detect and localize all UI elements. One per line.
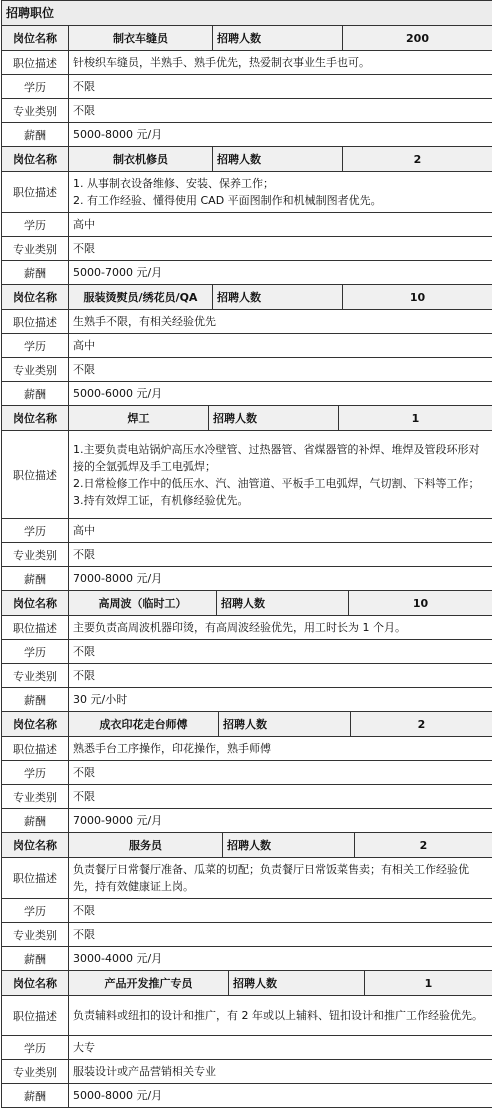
job-description-value: 主要负责高周波机器印烫，有高周波经验优先，用工时长为 1 个月。 (68, 616, 492, 639)
job-block (2, 26, 492, 147)
major-category-value: 不限 (68, 664, 492, 687)
headcount-label: 招聘人数 (218, 712, 350, 736)
education-row (2, 639, 492, 663)
job-block (2, 147, 492, 285)
job-description-row (2, 309, 492, 333)
job-block (2, 971, 492, 1108)
major-category-value: 服装设计或产品营销相关专业 (68, 1060, 492, 1083)
job-header-row (2, 26, 492, 50)
major-category-value: 不限 (68, 358, 492, 381)
education-value: 高中 (68, 334, 492, 357)
position-name-value: 服装烫熨员/绣花员/QA (68, 285, 212, 309)
salary-value: 5000-8000 元/月 (68, 123, 492, 146)
salary-label: 薪酬 (24, 128, 46, 142)
headcount-label: 招聘人数 (212, 147, 342, 171)
job-description-label: 职位描述 (13, 468, 57, 482)
headcount-value: 1 (338, 406, 492, 430)
education-value: 高中 (68, 519, 492, 542)
salary-value: 3000-4000 元/月 (68, 947, 492, 970)
job-description-value: 负责辅料或纽扣的设计和推广，有 2 年或以上辅料、钮扣设计和推广工作经验优先。 (68, 996, 492, 1035)
position-name-value: 焊工 (68, 406, 208, 430)
job-description-label: 职位描述 (13, 621, 57, 635)
headcount-value: 2 (342, 147, 492, 171)
major-category-value: 不限 (68, 785, 492, 808)
job-block (2, 285, 492, 406)
job-block (2, 833, 492, 971)
major-category-row (2, 542, 492, 566)
job-description-value: 1.主要负责电站锅炉高压水冷壁管、过热器管、省煤器管的补焊、堆焊及管段环形对接的全氩弧焊及手工电弧焊； 2.日常检修工作中的低压水、汽、油管道、平板手工电弧焊，气切割、下料等工作； 3.持有效焊工证，有机修经验优先。 (68, 431, 492, 518)
major-category-label: 专业类别 (13, 242, 57, 256)
salary-value: 30 元/小时 (68, 688, 492, 711)
job-block (2, 712, 492, 833)
salary-value: 5000-7000 元/月 (68, 261, 492, 284)
headcount-value: 2 (350, 712, 492, 736)
education-row (2, 333, 492, 357)
education-row (2, 212, 492, 236)
headcount-value: 10 (348, 591, 492, 615)
position-name-label: 岗位名称 (13, 839, 57, 852)
education-row (2, 74, 492, 98)
education-label: 学历 (24, 524, 46, 538)
major-category-row (2, 784, 492, 808)
position-name-label: 岗位名称 (13, 291, 57, 304)
education-label: 学历 (24, 1041, 46, 1055)
headcount-value: 200 (342, 26, 492, 50)
job-description-value: 熟悉手台工序操作，印花操作，熟手师傅 (68, 737, 492, 760)
education-row (2, 518, 492, 542)
salary-label: 薪酬 (24, 266, 46, 280)
education-row (2, 898, 492, 922)
salary-label: 薪酬 (24, 814, 46, 828)
job-description-label: 职位描述 (13, 186, 57, 199)
position-name-label: 岗位名称 (13, 412, 57, 425)
education-value: 高中 (68, 213, 492, 236)
position-name-label: 岗位名称 (13, 718, 57, 731)
headcount-value: 2 (354, 833, 492, 857)
table-title: 招聘职位 (2, 0, 492, 26)
job-list (2, 26, 492, 1108)
major-category-label: 专业类别 (13, 548, 57, 562)
job-header-row (2, 712, 492, 736)
position-name-value: 成衣印花走台师傅 (68, 712, 218, 736)
education-value: 大专 (68, 1036, 492, 1059)
recruitment-table (1, 0, 492, 1108)
position-name-value: 服务员 (68, 833, 222, 857)
salary-row (2, 566, 492, 590)
position-name-label: 岗位名称 (13, 32, 57, 45)
salary-value: 5000-6000 元/月 (68, 382, 492, 405)
salary-row (2, 122, 492, 146)
salary-row (2, 687, 492, 711)
major-category-row (2, 98, 492, 122)
job-block (2, 406, 492, 591)
job-description-row (2, 615, 492, 639)
job-header-row (2, 285, 492, 309)
major-category-label: 专业类别 (13, 669, 57, 683)
job-description-label: 职位描述 (13, 742, 57, 756)
education-label: 学历 (24, 218, 46, 232)
salary-row (2, 1083, 492, 1107)
job-header-row (2, 147, 492, 171)
headcount-label: 招聘人数 (228, 971, 364, 995)
salary-row (2, 260, 492, 284)
job-description-label: 职位描述 (13, 56, 57, 70)
job-description-value: 生熟手不限，有相关经验优先 (68, 310, 492, 333)
job-description-value: 针梭织车缝员，半熟手、熟手优先，热爱制衣事业生手也可。 (68, 51, 492, 74)
job-description-label: 职位描述 (13, 1009, 57, 1023)
headcount-label: 招聘人数 (212, 285, 342, 309)
position-name-label: 岗位名称 (13, 153, 57, 166)
major-category-label: 专业类别 (13, 790, 57, 804)
major-category-row (2, 1059, 492, 1083)
education-value: 不限 (68, 899, 492, 922)
headcount-label: 招聘人数 (216, 591, 348, 615)
salary-label: 薪酬 (24, 952, 46, 966)
education-row (2, 1035, 492, 1059)
job-block (2, 591, 492, 712)
education-value: 不限 (68, 75, 492, 98)
major-category-row (2, 357, 492, 381)
job-description-row (2, 736, 492, 760)
education-value: 不限 (68, 761, 492, 784)
headcount-value: 1 (364, 971, 492, 995)
job-description-row (2, 857, 492, 898)
major-category-row (2, 922, 492, 946)
education-label: 学历 (24, 80, 46, 94)
job-description-row (2, 50, 492, 74)
salary-row (2, 946, 492, 970)
major-category-value: 不限 (68, 99, 492, 122)
job-header-row (2, 406, 492, 430)
position-name-value: 高周波（临时工） (68, 591, 216, 615)
major-category-label: 专业类别 (13, 1065, 57, 1079)
education-label: 学历 (24, 904, 46, 918)
headcount-label: 招聘人数 (208, 406, 338, 430)
education-label: 学历 (24, 339, 46, 353)
position-name-value: 制衣车缝员 (68, 26, 212, 50)
education-value: 不限 (68, 640, 492, 663)
headcount-label: 招聘人数 (222, 833, 354, 857)
position-name-label: 岗位名称 (13, 977, 57, 990)
major-category-row (2, 663, 492, 687)
position-name-value: 制衣机修员 (68, 147, 212, 171)
education-row (2, 760, 492, 784)
salary-value: 5000-8000 元/月 (68, 1084, 492, 1107)
major-category-value: 不限 (68, 543, 492, 566)
job-description-label: 职位描述 (13, 872, 57, 885)
job-description-row (2, 430, 492, 518)
job-header-row (2, 971, 492, 995)
major-category-label: 专业类别 (13, 104, 57, 118)
major-category-row (2, 236, 492, 260)
job-description-row (2, 171, 492, 212)
major-category-value: 不限 (68, 923, 492, 946)
headcount-value: 10 (342, 285, 492, 309)
major-category-label: 专业类别 (13, 363, 57, 377)
salary-label: 薪酬 (24, 387, 46, 401)
job-description-value: 1. 从事制衣设备维修、安装、保养工作； 2. 有工作经验、懂得使用 CAD 平面图制作和机械制图者优先。 (68, 172, 492, 212)
major-category-value: 不限 (68, 237, 492, 260)
job-description-label: 职位描述 (13, 315, 57, 329)
education-label: 学历 (24, 645, 46, 659)
position-name-value: 产品开发推广专员 (68, 971, 228, 995)
salary-label: 薪酬 (24, 572, 46, 586)
position-name-label: 岗位名称 (13, 597, 57, 610)
salary-value: 7000-8000 元/月 (68, 567, 492, 590)
job-header-row (2, 591, 492, 615)
job-header-row (2, 833, 492, 857)
job-description-value: 负责餐厅日常餐厅准备、瓜菜的切配；负责餐厅日常饭菜售卖；有相关工作经验优先，持有效健康证上岗。 (68, 858, 492, 898)
salary-row (2, 808, 492, 832)
salary-row (2, 381, 492, 405)
headcount-label: 招聘人数 (212, 26, 342, 50)
major-category-label: 专业类别 (13, 928, 57, 942)
salary-label: 薪酬 (24, 693, 46, 707)
salary-label: 薪酬 (24, 1089, 46, 1103)
job-description-row (2, 995, 492, 1035)
education-label: 学历 (24, 766, 46, 780)
salary-value: 7000-9000 元/月 (68, 809, 492, 832)
